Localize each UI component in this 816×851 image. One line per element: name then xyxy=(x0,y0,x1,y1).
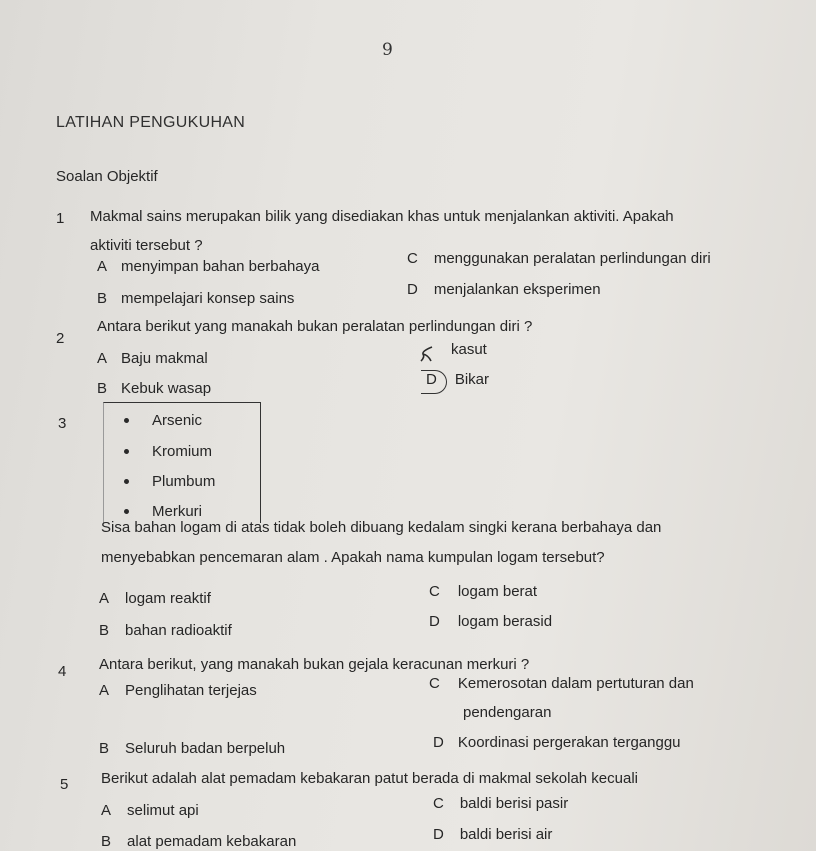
option-text: baldi berisi pasir xyxy=(459,795,569,812)
option-a[interactable] xyxy=(99,682,257,699)
option-text: logam reaktif xyxy=(125,590,211,607)
option-letter: A xyxy=(99,590,110,607)
question-number: 2 xyxy=(56,330,65,347)
option-letter: A xyxy=(101,802,112,819)
metal-list-box xyxy=(103,402,261,523)
option-text: Kemerosotan dalam pertuturan dan xyxy=(457,675,694,692)
option-c[interactable] xyxy=(433,795,568,812)
option-text: logam berat xyxy=(457,583,538,600)
section-title: LATIHAN PENGUKUHAN xyxy=(56,114,246,131)
option-d[interactable] xyxy=(433,734,681,751)
option-letter: C xyxy=(429,583,440,600)
option-letter: A xyxy=(97,258,108,275)
option-letter: C xyxy=(429,675,440,692)
option-b[interactable] xyxy=(101,833,296,850)
option-a[interactable] xyxy=(97,258,320,275)
bullet-icon xyxy=(124,449,129,454)
option-d[interactable] xyxy=(426,371,489,388)
option-text: Bikar xyxy=(454,371,490,388)
option-c[interactable] xyxy=(407,250,711,267)
option-c[interactable] xyxy=(428,341,487,358)
question-stem: Antara berikut yang manakah bukan peralatan perlindungan diri ? xyxy=(97,318,533,335)
option-text: mempelajari konsep sains xyxy=(121,290,295,307)
option-c-continuation: pendengaran xyxy=(463,704,552,721)
question-number: 3 xyxy=(58,415,67,432)
list-item: Merkuri xyxy=(124,503,202,520)
option-b[interactable] xyxy=(99,740,285,757)
option-text: Kebuk wasap xyxy=(121,380,212,397)
bullet-icon xyxy=(124,418,129,423)
bullet-icon xyxy=(124,509,129,514)
option-b[interactable] xyxy=(97,380,211,397)
option-d[interactable] xyxy=(429,613,552,630)
option-a[interactable] xyxy=(99,590,211,607)
option-c[interactable] xyxy=(429,583,537,600)
option-text: logam berasid xyxy=(457,613,553,630)
option-letter: D xyxy=(426,371,437,388)
question-stem: Berikut adalah alat pemadam kebakaran patut berada di makmal sekolah kecuali xyxy=(101,770,638,787)
question-number: 5 xyxy=(60,776,69,793)
option-text: Seluruh badan berpeluh xyxy=(125,740,286,757)
option-text: menjalankan eksperimen xyxy=(433,281,601,298)
question-stem: Antara berikut, yang manakah bukan gejala keracunan merkuri ? xyxy=(99,656,530,673)
option-text: Baju makmal xyxy=(121,350,208,367)
option-text: menggunakan peralatan perlindungan diri xyxy=(433,250,711,267)
option-b[interactable] xyxy=(99,622,232,639)
option-a[interactable] xyxy=(101,802,199,819)
option-letter: B xyxy=(99,622,110,639)
option-letter: C xyxy=(433,795,444,812)
option-text: kasut xyxy=(451,341,487,358)
option-text: bahan radioaktif xyxy=(125,622,232,639)
subsection-title: Soalan Objektif xyxy=(56,168,158,185)
option-letter: D xyxy=(433,734,444,751)
bullet-icon xyxy=(124,479,129,484)
option-letter: A xyxy=(99,682,110,699)
option-c[interactable] xyxy=(429,675,694,692)
list-item: Arsenic xyxy=(124,412,202,429)
option-letter: D xyxy=(433,826,444,843)
option-text: menyimpan bahan berbahaya xyxy=(121,258,320,275)
list-item: Plumbum xyxy=(124,473,215,490)
list-item: Kromium xyxy=(124,443,212,460)
option-text: alat pemadam kebakaran xyxy=(127,833,297,850)
option-d[interactable] xyxy=(407,281,601,298)
question-stem: menyebabkan pencemaran alam . Apakah nama kumpulan logam tersebut? xyxy=(101,549,605,566)
option-text: Koordinasi pergerakan terganggu xyxy=(457,734,681,751)
option-text: Penglihatan terjejas xyxy=(125,682,257,699)
question-stem: Makmal sains merupakan bilik yang disediakan khas untuk menjalankan aktiviti. Apakah xyxy=(90,208,674,225)
question-stem: Sisa bahan logam di atas tidak boleh dibuang kedalam singki kerana berbahaya dan xyxy=(101,519,662,536)
option-letter: B xyxy=(99,740,110,757)
option-letter: A xyxy=(97,350,108,367)
option-text: selimut api xyxy=(127,802,199,819)
option-letter: D xyxy=(407,281,418,298)
option-b[interactable] xyxy=(97,290,294,307)
question-number: 1 xyxy=(56,210,65,227)
option-letter: C xyxy=(407,250,418,267)
question-number: 4 xyxy=(58,663,67,680)
option-d[interactable] xyxy=(433,826,552,843)
option-letter: B xyxy=(97,380,108,397)
option-a[interactable] xyxy=(97,350,208,367)
option-letter: B xyxy=(97,290,108,307)
option-text: baldi berisi air xyxy=(459,826,553,843)
question-stem: aktiviti tersebut ? xyxy=(90,237,203,254)
option-letter: B xyxy=(101,833,112,850)
option-letter: D xyxy=(429,613,440,630)
page-number: 9 xyxy=(382,40,393,60)
